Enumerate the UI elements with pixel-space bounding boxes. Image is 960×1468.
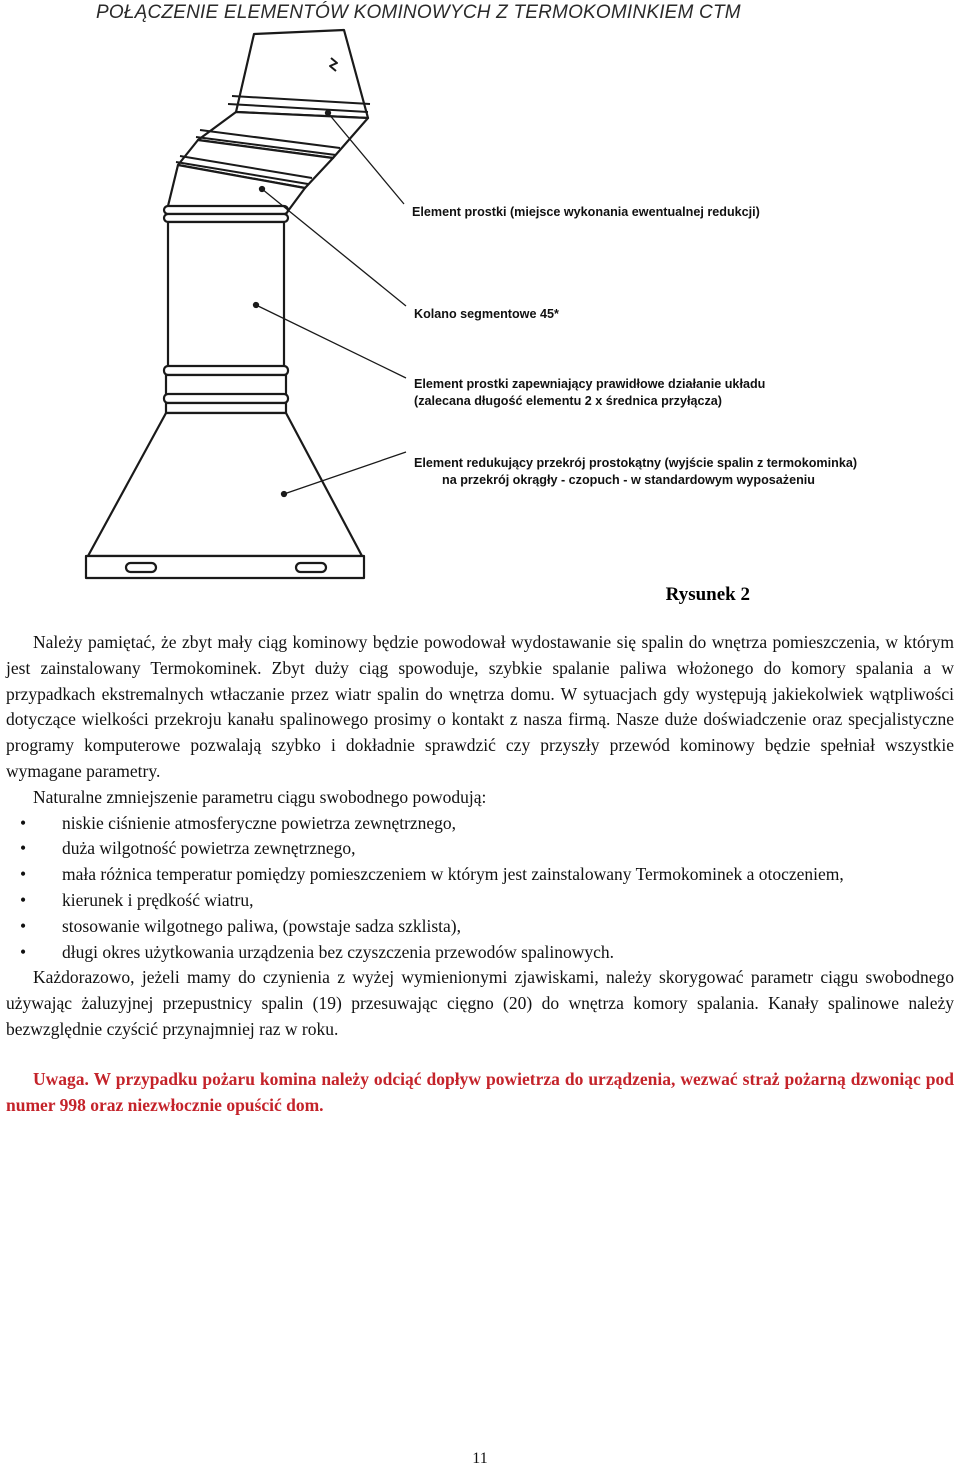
reducer-slot-right — [296, 563, 326, 572]
label-reducer-line1: Element redukujący przekrój prostokątny (wyjście spalin z termokominka) — [414, 456, 858, 470]
vertical-straight-pipe — [168, 222, 284, 367]
paragraph-correction: Każdorazowo, jeżeli mamy do czynienia z wyżej wymienionymi zjawiskami, należy skorygować parametr ciągu swobodnego używając żaluzyjnej przepustnicy spalin (19) przesuwając cięgno (20) do wnętrza komory spalania. Kanały spalinowe należy bezwzględnie czyścić przynajmniej raz w roku. — [6, 967, 954, 1039]
bullet-icon: • — [20, 915, 27, 936]
list-item: • duża wilgotność powietrza zewnętrznego, — [6, 836, 954, 862]
body-text — [6, 630, 954, 1118]
figure-caption: Rysunek 2 — [665, 584, 750, 605]
list-item: • kierunek i prędkość wiatru, — [6, 888, 954, 914]
bullet-icon: • — [20, 941, 27, 962]
straight-collar-3 — [164, 394, 288, 403]
label-elbow: Kolano segmentowe 45* — [414, 307, 559, 321]
chimney-connection-diagram — [0, 0, 960, 600]
fire-warning: Uwaga. W przypadku pożaru komina należy odciąć dopływ powietrza do urządzenia, wezwać straż pożarną dzwoniąc pod numer 998 oraz niezwłocznie opuścić dom. — [6, 1068, 954, 1115]
paragraph-draft: Należy pamiętać, że zbyt mały ciąg kominowy będzie powodował wydostawanie się spalin do wnętrza pomieszczenia, w którym jest zainstalowany Termokominek. Zbyt duży ciąg spowoduje, szybkie spalanie paliwa włożonego do komory spalania a w przypadkach ekstremalnych wtłaczanie przez wiatr spalin do wnętrza domu. W sytuacjach gdy występują jakiekolwiek wątpliwości dotyczące wielkości przekroju kanału spalinowego prosimy o kontakt z nasza firmą. Nasze duże doświadczenie oraz specjalistyczne programy komputerowe pozwalają szybko i dokładnie sprawdzić czy przyszły przewód kominowy będzie spełniał wszystkie wymagane parametry. — [6, 632, 954, 781]
label-straight-reduction: Element prostki (miejsce wykonania ewentualnej redukcji) — [412, 205, 760, 219]
list-item: • niskie ciśnienie atmosferyczne powietrza zewnętrznego, — [6, 811, 954, 837]
page-number: 11 — [472, 1450, 488, 1467]
list-item: • mała różnica temperatur pomiędzy pomieszczeniem w którym jest zainstalowany Termokominek a otoczeniem, — [6, 862, 954, 888]
label-straight-line2: (zalecana długość elementu 2 x średnica przyłącza) — [414, 394, 722, 408]
elbow-collar-2 — [164, 214, 288, 222]
leader-straight-element — [328, 113, 404, 204]
page-header-title: POŁĄCZENIE ELEMENTÓW KOMINOWYCH Z TERMOKOMINKIEM CTM — [96, 2, 741, 23]
elbow-collar — [164, 206, 288, 214]
bullet-icon: • — [20, 864, 27, 885]
paragraph-causes-intro: Naturalne zmniejszenie parametru ciągu swobodnego powodują: — [33, 786, 487, 807]
bullet-icon: • — [20, 889, 27, 910]
reducer-slot-left — [126, 563, 156, 572]
causes-list — [6, 811, 954, 966]
list-item: • długi okres użytkowania urządzenia bez czyszczenia przewodów spalinowych. — [6, 940, 954, 966]
straight-collar-4 — [166, 403, 286, 413]
bullet-icon: • — [20, 812, 27, 833]
straight-collar-2 — [166, 375, 286, 395]
reducer-body — [88, 413, 362, 556]
straight-collar-1 — [164, 366, 288, 375]
label-reducer-line2: na przekrój okrągły - czopuch - w standardowym wyposażeniu — [442, 473, 815, 487]
list-item: • stosowanie wilgotnego paliwa, (powstaje sadza szklista), — [6, 914, 954, 940]
label-straight-line1: Element prostki zapewniający prawidłowe działanie układu — [414, 377, 766, 391]
bullet-icon: • — [20, 838, 27, 859]
